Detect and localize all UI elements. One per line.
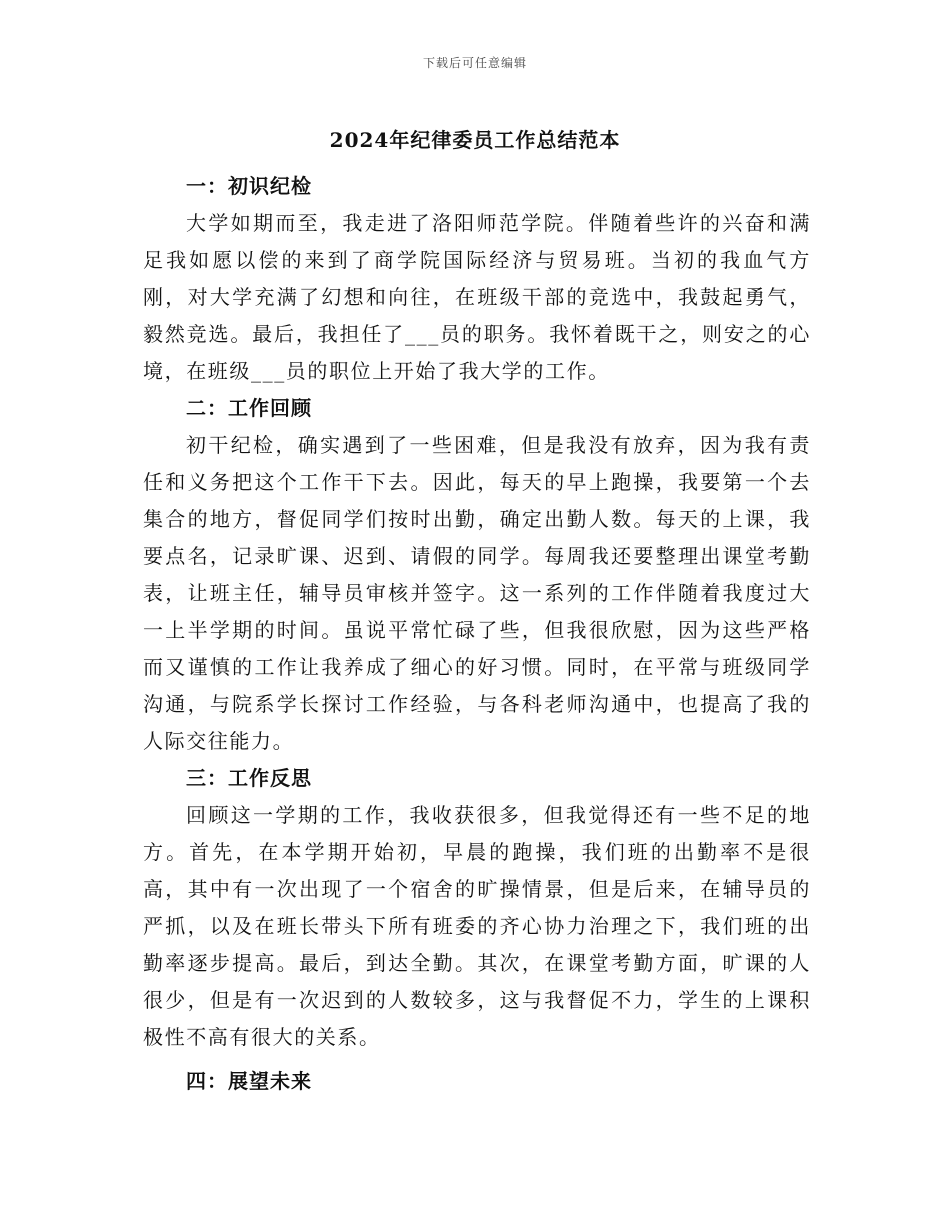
section-paragraph-1: 大学如期而至，我走进了洛阳师范学院。伴随着些许的兴奋和满足我如愿以偿的来到了商学院国际经济与贸易班。当初的我血气方刚，对大学充满了幻想和向往，在班级干部的竞选中，我鼓起勇气，毅然竞选。最后，我担任了___员的职务。我怀着既干之，则安之的心境，在班级___员的职位上开始了我大学的工作。 [143,211,811,383]
section-heading-1: 一：初识纪检 [186,174,312,198]
section-heading-3: 三：工作反思 [186,766,312,790]
header-note: 下载后可任意编辑 [422,56,527,70]
section-heading-4: 四：展望未来 [186,1069,312,1093]
section-paragraph-2: 初干纪检，确实遇到了一些困难，但是我没有放弃，因为我有责任和义务把这个工作干下去。因此，每天的早上跑操，我要第一个去集合的地方，督促同学们按时出勤，确定出勤人数。每天的上课，我要点名，记录旷课、迟到、请假的同学。每周我还要整理出课堂考勤表，让班主任，辅导员审核并签字。这一系列的工作伴随着我度过大一上半学期的时间。虽说平常忙碌了些，但我很欣慰，因为这些严格而又谨慎的工作让我养成了细心的好习惯。同时，在平常与班级同学沟通，与院系学长探讨工作经验，与各科老师沟通中，也提高了我的人际交往能力。 [143,433,811,753]
section-heading-2: 二：工作回顾 [186,396,312,420]
document-body [143,168,811,1100]
section-spacer [143,1056,811,1063]
section-paragraph-3: 回顾这一学期的工作，我收获很多，但我觉得还有一些不足的地方。首先，在本学期开始初，早晨的跑操，我们班的出勤率不是很高，其中有一次出现了一个宿舍的旷操情景，但是后来，在辅导员的严抓，以及在班长带头下所有班委的齐心协力治理之下，我们班的出勤率逐步提高。最后，到达全勤。其次，在课堂考勤方面，旷课的人很少，但是有一次迟到的人数较多，这与我督促不力，学生的上课积极性不高有很大的关系。 [143,803,811,1049]
document-title: 2024年纪律委员工作总结范本 [329,128,621,152]
